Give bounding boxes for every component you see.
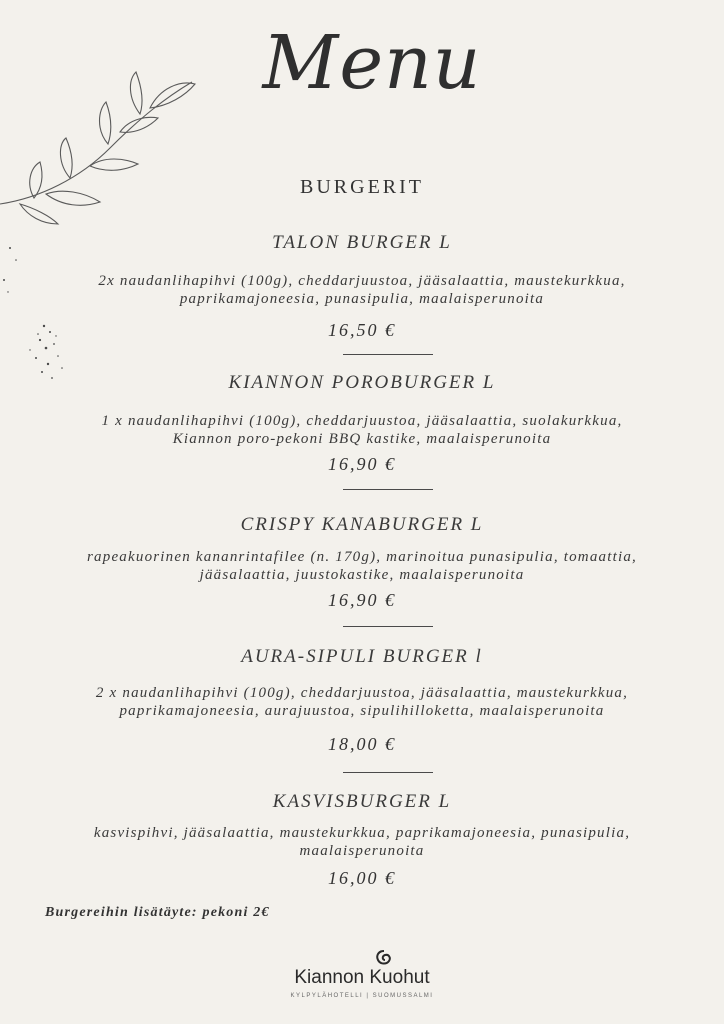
leaf-branch-icon <box>0 68 205 228</box>
divider <box>343 354 433 355</box>
divider <box>343 489 433 490</box>
menu-item-name: TALON BURGER L <box>272 232 452 253</box>
brand-name: Kiannon Kuohut <box>294 967 430 988</box>
menu-item-description: jääsalaattia, juustokastike, maalaisperunoita <box>199 567 525 583</box>
swirl-logo-icon <box>373 948 395 968</box>
menu-item-name: KASVISBURGER L <box>272 791 452 812</box>
menu-item-description: 2 x naudanlihapihvi (100g), cheddarjuustoa, jääsalaattia, maustekurkkua, <box>95 685 629 701</box>
menu-item-description: paprikamajoneesia, punasipulia, maalaisperunoita <box>179 291 545 307</box>
divider <box>343 626 433 627</box>
brand-tagline: KYLPYLÄHOTELLI | SUOMUSSALMI <box>290 993 434 999</box>
menu-item-name: KIANNON POROBURGER L <box>228 372 496 393</box>
menu-item-description: 2x naudanlihapihvi (100g), cheddarjuustoa, jääsalaattia, maustekurkkua, <box>98 273 626 289</box>
menu-item-price: 16,90 € <box>328 590 396 610</box>
menu-item-description: kasvispihvi, jääsalaattia, maustekurkkua, paprikamajoneesia, punasipulia, <box>93 825 631 841</box>
menu-item-name: AURA-SIPULI BURGER l <box>241 646 483 667</box>
menu-item-description: paprikamajoneesia, aurajuustoa, sipulihilloketta, maalaisperunoita <box>119 703 605 719</box>
addon-note: Burgereihin lisätäyte: pekoni 2€ <box>45 905 270 920</box>
section-heading: BURGERIT <box>300 176 424 198</box>
menu-item-description: Kiannon poro-pekoni BBQ kastike, maalaisperunoita <box>172 431 552 447</box>
menu-title: Menu <box>262 20 482 106</box>
menu-item-price: 16,90 € <box>328 454 396 474</box>
menu-item-price: 18,00 € <box>328 734 396 754</box>
menu-item-name: CRISPY KANABURGER L <box>240 514 484 535</box>
menu-item-description: maalaisperunoita <box>299 843 425 859</box>
menu-item-price: 16,00 € <box>328 868 396 888</box>
menu-item-description: rapeakuorinen kananrintafilee (n. 170g), marinoitua punasipulia, tomaattia, <box>87 549 637 565</box>
menu-item-description: 1 x naudanlihapihvi (100g), cheddarjuustoa, jääsalaattia, suolakurkkua, <box>101 413 623 429</box>
divider <box>343 772 433 773</box>
menu-item-price: 16,50 € <box>328 320 396 340</box>
